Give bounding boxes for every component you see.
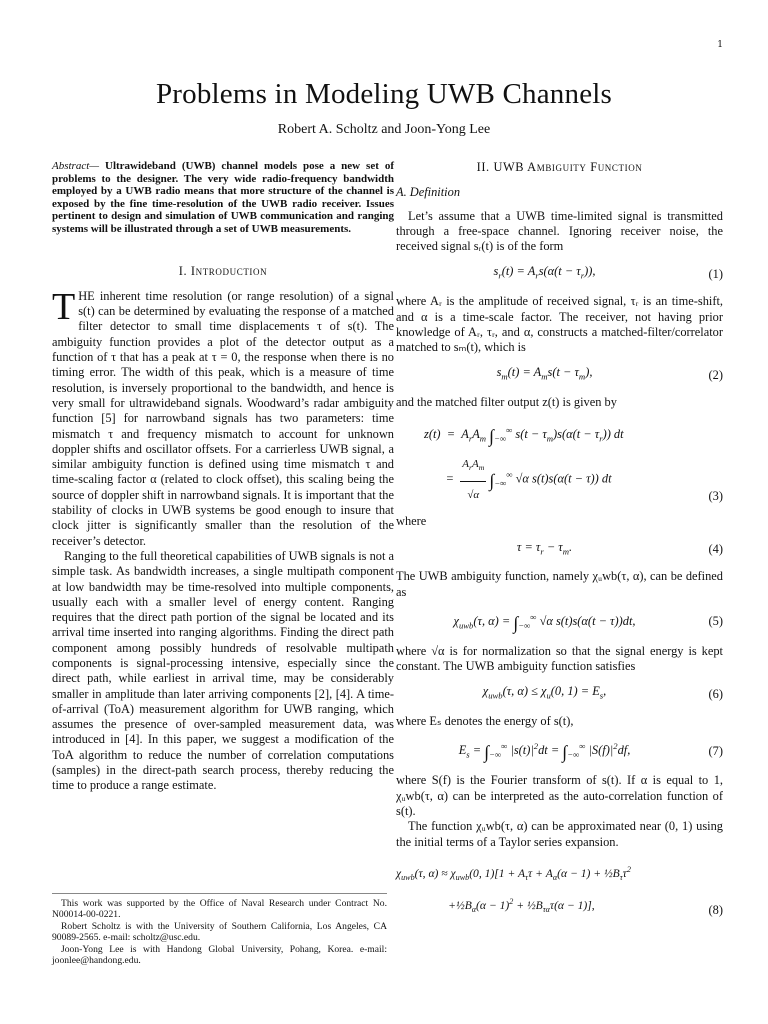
right-column	[396, 160, 723, 932]
paper-title: Problems in Modeling UWB Channels	[155, 78, 613, 110]
intro-paragraph-1-text: HE inherent time resolution (or range resolution) of a signal s(t) can be determined by evaluating the response of a matched filter detector to small time displacements τ of s(t). The ambiguity function provides a plot of the detector output as a function of τ that has a peak at τ = 0, the response when there is no timing error. The width of this peak, which is a measure of time resolution, is inversely proportional to the bandwidth, and hence is very small for ultrawideband signals. Woodward’s radar ambiguity function [5] for narrowband signals has two parameters: time mismatch τ and frequency mismatch to account for unknown doppler shifts and oscillator offsets. For a carrierless UWB signal, a similar ambiguity function is defined using time mismatch τ and time-scaling factor α (related to clock offset), this scaling being the source of doppler shift in narrowband signals. It is important that the stability of clocks in UWB systems be good enough to insure that clock jitter is significantly smaller than the resolution of the receiver’s detector.	[52, 288, 394, 548]
footnote-3: Joon-Yong Lee is with Handong Global University, Pohang, Korea. e-mail: joonlee@handong.edu.	[52, 943, 387, 967]
footnote-2: Robert Scholtz is with the University of Southern California, Los Angeles, CA 90089-2565. e-mail: scholtz@usc.edu.	[52, 920, 387, 944]
equation-7-number: (7)	[708, 743, 723, 758]
equation-5: $\chi_{uwb}(\tau$, $\alpha) = \int_{-\infty}^\infty$ √α s(t)s(α(t − τ))dt, (5)	[453, 611, 723, 634]
equation-3-number: (3)	[708, 488, 723, 503]
def-paragraph-6: where √α is for normalization so that the signal energy is kept constant. The UWB ambiguity function satisfies	[396, 643, 723, 674]
footnote-1: This work was supported by the Office of Naval Research under Contract No. N00014-00-0221.	[52, 898, 387, 921]
drop-cap: T	[52, 285, 76, 328]
equation-2-number: (2)	[708, 367, 723, 382]
section-2-heading: II. UWB Ambiguity Function	[476, 160, 643, 174]
abstract-text: Ultrawideband (UWB) channel models pose a new set of problems to the designer. The very wide radio-frequency bandwidth employed by a UWB radio means that more structure of the channel is exposed by the fine time-resolution of the UWB radio receiver. Issues pertinent to design and simulation of UWB communication and ranging systems will be illustrated through a set of UWB measurements.	[52, 160, 394, 235]
footnotes	[52, 893, 387, 966]
def-paragraph-8: where S(f) is the Fourier transform of s(t). If α is equal to 1, χᵤwb(τ, α) can be interpreted as the auto-correlation function of s(t).	[396, 773, 723, 818]
equation-4: $\tau = \tau_r - \tau_m$. (4)	[516, 539, 723, 557]
def-paragraph-2: where Aᵣ is the amplitude of received signal, τᵣ is an time-shift, and α is a time-scale factor. The receiver, not having prior knowledge of Aᵣ, τᵣ, and α, constructs a matched-filter/correlator matched to sₘ(t), which is	[396, 294, 723, 355]
equation-2: $s_m(t) = A_ms(t - \tau_m)$, (2)	[496, 365, 723, 382]
def-paragraph-7: where Eₛ denotes the energy of s(t),	[396, 714, 574, 729]
equation-8: $\chi_{uwb}(\tau$, $\alpha) \approx \chi_{uwb}(0$, $1)[1 + A_\tau\tau + A_\alpha(\alpha - 1)$ + $\frac{1}{2}B_\tau\tau^2$ $+\frac{1}{2}B_\alpha(\alpha - 1)^2$ + $\frac{1}{2}B_{\tau\alpha}\tau(\alpha - 1)$], (8)	[396, 864, 723, 917]
equation-1-number: (1)	[708, 266, 723, 281]
equation-7: $E_s = \int_{-\infty}^\infty$ $|s(t)|^2dt = \int_{-\infty}^\infty$ $|S(f)|^2df$, (7)	[458, 741, 723, 763]
intro-paragraph-1	[52, 285, 394, 549]
paper-authors: Robert A. Scholtz and Joon-Yong Lee	[277, 122, 491, 137]
section-1-heading: I. Introduction	[178, 263, 268, 278]
equation-8-number: (8)	[708, 902, 723, 917]
left-column	[52, 160, 394, 794]
page-number: 1	[717, 40, 723, 50]
def-paragraph-3: and the matched filter output z(t) is given by	[396, 395, 617, 410]
def-paragraph-9: The function χᵤwb(τ, α) can be approximated near (0, 1) using the initial terms of a Taylor series expansion.	[396, 819, 723, 849]
equation-5-number: (5)	[708, 614, 723, 629]
equation-6-number: (6)	[708, 686, 723, 701]
subsection-heading: A. Definition	[396, 185, 461, 200]
def-paragraph-5: The UWB ambiguity function, namely χᵤwb(τ, α), can be defined as	[396, 569, 723, 599]
equation-4-number: (4)	[708, 541, 723, 556]
equation-3: $z(t) = A_rA_m$ $\int_{-\infty}^\infty$ $s(t - \tau_m)s(\alpha(t - \tau_r))$ dt = $\frac{A_rA_m}{√\alpha}$ $\int_{-\infty}^\infty$ √α s(t)s(α(t − τ)) dt (3)	[424, 424, 723, 503]
equation-6: $\chi_{uwb}(\tau$, $\alpha) \le \chi_u(0$, $1) = E_s$, (6)	[482, 684, 723, 701]
def-paragraph-4: where	[396, 514, 427, 529]
equation-1: $s_r(t) = A_rs(\alpha(t - \tau_r))$, (1)	[493, 264, 723, 281]
abstract-label: Abstract—	[52, 160, 100, 172]
intro-paragraph-2: Ranging to the full theoretical capabilities of UWB signals is not a simple task. As bandwidth increases, a single multipath component at low bandwidth may be time-resolved into multiple components, usually each with a smaller level of energy content. Ranging requires that the direct path portion of the signal be located and its arrival time inserted into ranging algorithms. Finding the direct path component among possibly hundreds of resolvable multipath components is signal-processing intensive, especially since the direct path, while earliest in arrival time, may be considerably smaller in amplitude than later arriving components [2], [4]. A time-of-arrival (ToA) measurement algorithm for UWB ranging, which assumes the presence of over-sampled measurement data, was introduced in [4]. In this paper, we suggest a modification of the ToA algorithm to reduce the number of correlation computations (samples) in the direct-path search process, thereby reducing the time to produce a range estimate.	[52, 548, 394, 793]
def-paragraph-1: Let’s assume that a UWB time-limited signal is transmitted through a free-space channel. Ignoring receiver noise, the received signal sᵣ(t) is of the form	[396, 208, 723, 254]
abstract	[52, 160, 394, 236]
